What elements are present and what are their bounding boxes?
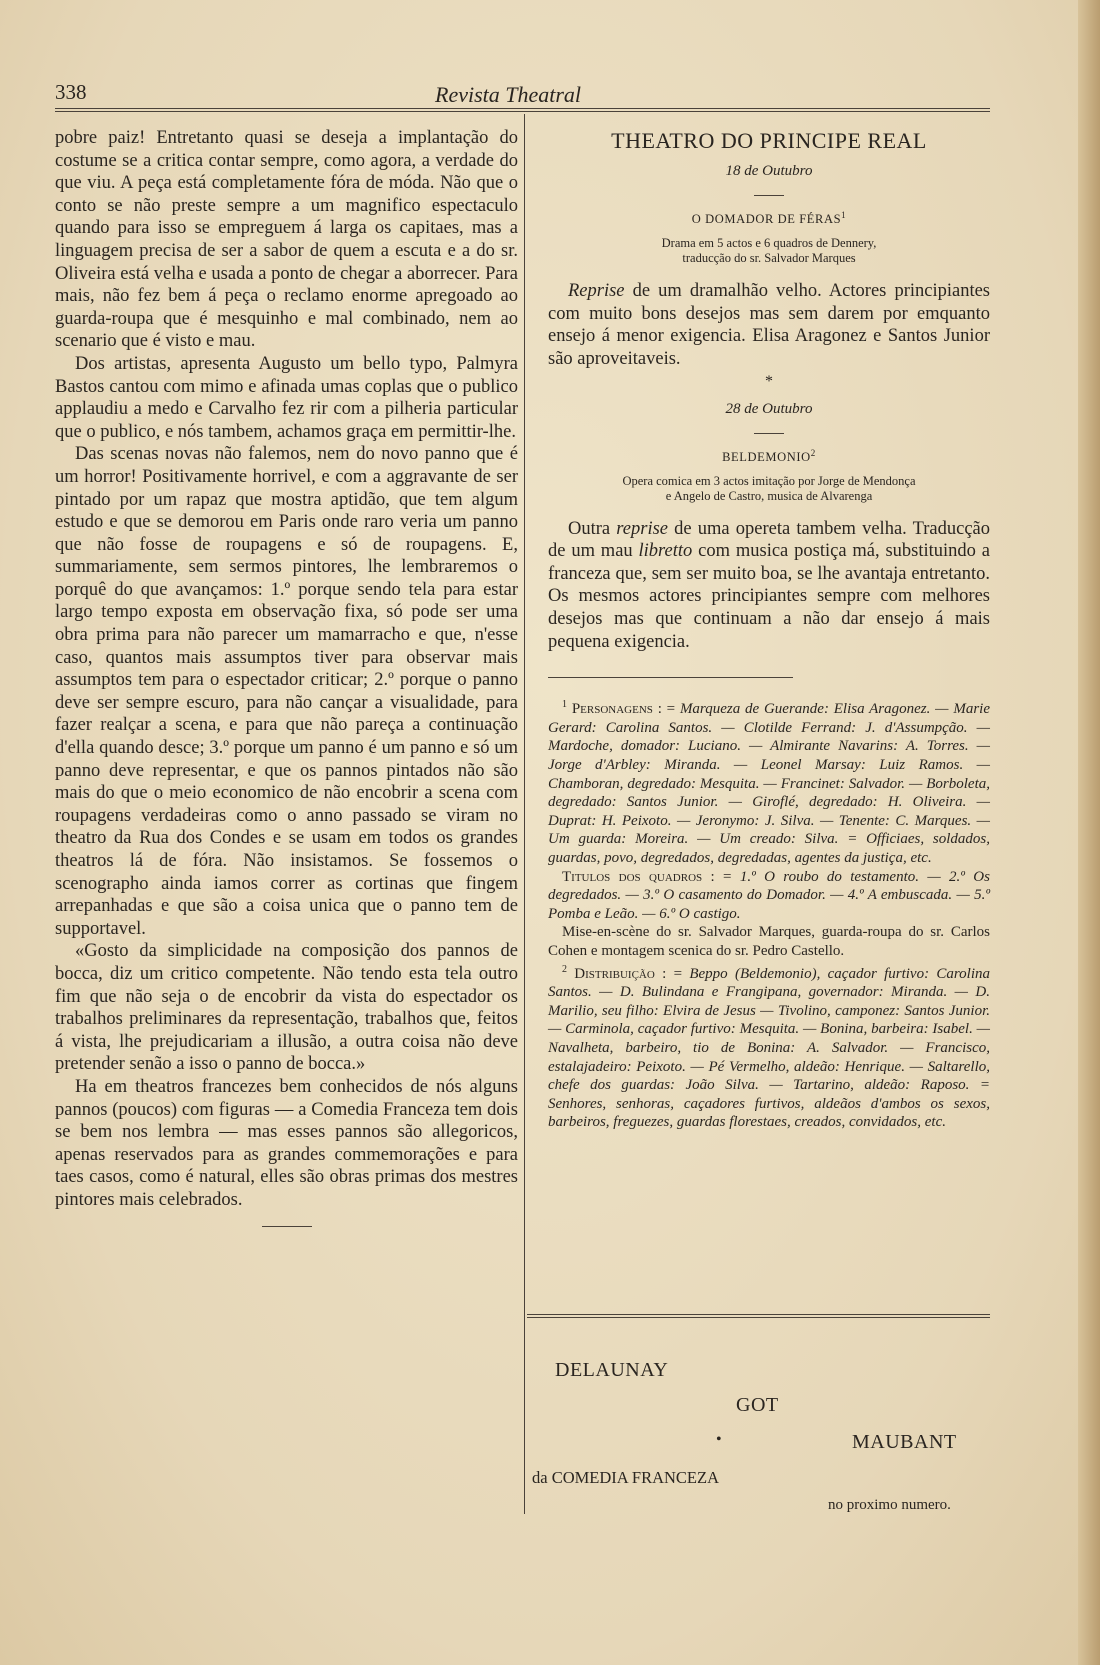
left-column: [55, 127, 518, 1227]
footnote-mark: 1: [562, 699, 567, 711]
credits-line: Opera comica em 3 actos imitação por Jorge de Mendonça: [622, 473, 916, 488]
review-text: [548, 280, 990, 370]
paragraph: Das scenas novas não falemos, nem do novo panno que é um horror! Positivamente horrivel, e com a aggravante de ser pintado por um rapaz que mostra aptidão, que tem algum estudo e que se demorou em Paris onde raro veria um panno que não fosse de roupagens e só de roupagens. E, summariamente, sem sermos pintores, lhe lembraremos o porquê do que avançamos: 1.º porque sendo tela para estar largo tempo exposta em observação fixa, só pode ser uma obra prima para não parecer um mamarracho e que, n'esse caso, quantos mais assumptos tiver para observar mais assumptos tem para o espectador criticar; 2.º porque o panno deve ser sempre escuro, para não cançar a visualidade, para fazer realçar a scena, e para que não pareça a continuação d'ella quando desce; 3.º porque um panno é um panno e só um panno deve representar, e que os pannos pintados não são mais do que o meio economico de não encobrir a scena com roupagens verdadeiras como o anno passado se viram no theatro da Rua dos Condes e se usam em todos os grandes theatros lá de fóra. Não insistamos. Se fossemos o scenographo ainda iamos correr as cortinas que fingem arrepanhadas e que são a coisa unica que o panno tem de supportavel.: [55, 444, 518, 939]
column-divider: [524, 114, 525, 1514]
header-rule: [55, 108, 990, 112]
announcement-name: GOT: [736, 1394, 779, 1416]
footnote-1-mise: Mise-en-scène do sr. Salvador Marques, guarda-roupa do sr. Carlos Cohen e montagem scenica do sr. Pedro Castello.: [548, 924, 990, 959]
footnote-label: Distribuição: [574, 965, 655, 982]
section-end-rule: [262, 1226, 312, 1227]
page-spine-edge: [1078, 0, 1100, 1665]
footnote-label: Personagens: [571, 701, 653, 718]
page-number: 338: [55, 80, 87, 104]
footnote-mark: 2: [562, 963, 567, 975]
review-italic: Reprise: [568, 281, 625, 302]
review-date: 28 de Outubro: [725, 400, 813, 417]
announcement-name: MAUBANT: [852, 1431, 957, 1453]
footnote-2: $^2$ Distribuição : = Beppo (Beldemonio), caçador furtivo: Carolina Santos. — D. Bulindana e Frangipana, governador: Miranda. — D. Marilio, seu filho: Elvira de Jesus — Tivolino, camponez: Santos Junior. — Carminola, caçador furtivo: Mesquita. — Bonina, barbeira: Isabel. — Navalheta, barbeiro, tio de Bonina: A. Salvador. — Francisco, estalajadeiro: Peixoto. — Pé Vermelho, aldeão: Henrique. — Saltarello, chefe dos guardas: João Silva. — Tartarino, aldeão: Raposo. = Senhores, senhoras, caçadores furtivos, aldeãos d'ambos os sexos, barbeiros, freguezes, guardas florestaes, creados, convidados, etc.: [548, 963, 990, 1131]
cast-list: Beppo (Beldemonio), caçador furtivo: Carolina Santos. — D. Bulindana e Frangipana, governador: Miranda. — D. Marilio, seu filho: Elvira de Jesus — Tivolino, camponez: Santos Junior. — Carminola, caçador furtivo: Mesquita. — Bonina, barbeira: Isabel. — Navalheta, barbeiro, tio de Bonina: A. Salvador. — Francisco, estalajadeiro: Peixoto. — Pé Vermelho, aldeão: Henrique. — Saltarello, chefe dos guardas: João Silva. — Tartarino, aldeão: Raposo. = Senhores, senhoras, caçadores furtivos, aldeãos d'ambos os sexos, barbeiros, freguezes, guardas florestaes, creados, convidados, etc.: [548, 965, 990, 1131]
review-italic: libretto: [638, 541, 693, 562]
right-column: [548, 127, 990, 1132]
footnotes: [548, 696, 990, 1132]
review-date: 18 de Outubro: [725, 163, 813, 179]
page-header: [55, 78, 990, 112]
announcement-rule: [527, 1314, 990, 1318]
play-credits: [548, 474, 990, 504]
paragraph: «Gosto da simplicidade na composição dos pannos de bocca, diz um critico competente. Não tendo esta tela outro fim que não seja o de encobrir da vista do espectador os trabalhos preliminares da representação, trabalhos que, feitos á vista, lhe prejudicariam a illusão, a outra coisa não deve pretender senão a isso o panno de bocca.»: [55, 941, 518, 1075]
credits-line: Drama em 5 actos e 6 quadros de Dennery,: [661, 236, 877, 251]
paragraph: Ha em theatros francezes bem conhecidos de nós alguns pannos (poucos) com figuras — a Comedia Franceza tem dois se bem nos lembra — mas esses pannos são allegoricos, apenas reservados para as grandes commemorações e para taes casos, como é natural, elles são obras primas dos mestres pintores mais celebrados.: [55, 1076, 518, 1210]
play-title-text: O DOMADOR DE FÉRAS: [691, 212, 842, 227]
review-text: [548, 518, 990, 654]
credits-line: traducção do sr. Salvador Marques: [682, 251, 856, 266]
footnote-rule: [548, 677, 793, 678]
theatre-heading: THEATRO DO PRINCIPE REAL: [611, 128, 927, 153]
short-rule: [754, 433, 784, 434]
bullet-ornament: •: [716, 1431, 723, 1448]
footnote-1: $^1$ Personagens : = Marqueza de Guerande: Elisa Aragonez. — Marie Gerard: Carolina Santos. — Clotilde Ferrand: J. d'Assumpção. — Mardoche, domador: Luciano. — Almirante Navarins: A. Torres. — Jorge d'Arbley: Miranda. — Leonel Marsay: Luiz Ramos. — Chamboran, degredado: Mesquita. — Francinet: Salvador. — Borboleta, degredado: Santos Junior. — Giroflé, degredado: H. Oliveira. — Duprat: H. Peixoto. — Jeronymo: J. Silva. — Tenente: C. Marques. — Um guarda: Moreira. — Um creado: Silva. = Officiaes, soldados, guardas, povo, degredados, degredadas, agentes da justiça, etc.: [548, 699, 990, 866]
announcement-company: da COMEDIA FRANCEZA: [532, 1468, 720, 1487]
running-title: Revista Theatral: [435, 82, 582, 107]
asterisk-separator: *: [765, 372, 773, 390]
review-body: de uma opereta tambem velha. Traducção de um mau: [548, 518, 990, 562]
review-body: de um dramalhão velho. Actores principiantes com muito bons desejos mas sem darem por emquanto ensejo á menor exigencia. Elisa Aragonez e Santos Junior são aproveitaveis.: [548, 281, 990, 369]
review-italic: reprise: [616, 518, 669, 539]
review-body: com musica postiça má, substituindo a franceza que, sem ser muito boa, se lhe avantaja entretanto. Os mesmos actores principiantes sempre com melhores desejos mas que continuam a não dar ensejo á mais pequena exigencia.: [548, 541, 990, 652]
footnote-label: Titulos dos quadros: [562, 868, 703, 885]
paragraph: Dos artistas, apresenta Augusto um bello typo, Palmyra Bastos cantou com mimo e afinada umas coplas que o publico applaudiu a medo e Carvalho fez rir com a pilheria particular que o publico, e nós tambem, achamos graça em permittir-lhe.: [55, 353, 518, 442]
footnote-mark: 2: [810, 447, 816, 458]
play-title-text: BELDEMONIO: [722, 449, 811, 464]
play-credits: [548, 236, 990, 266]
play-title: [548, 206, 990, 228]
paragraph: pobre paiz! Entretanto quasi se deseja a implantação do costume se a critica contar sempre, como agora, a verdade do que viu. A peça está completamente fóra de móda. Não que o conto se não preste sempre a um magnifico espectaculo quando para isso se empreguem á larga os capitaes, mas a linguagem precisa de ser a sabor de quem a escuta e a do sr. Oliveira está velha e usada a ponto de chegar a aborrecer. Para mais, não fez bem á peça o reclamo enorme apregoado ao guarda-roupa que é mesquinho e mal combinado, nem ao scenario que é visto e mau.: [55, 128, 518, 352]
cast-list: Marqueza de Guerande: Elisa Aragonez. — Marie Gerard: Carolina Santos. — Clotilde Ferrand: J. d'Assumpção. — Mardoche, domador: Luciano. — Almirante Navarins: A. Torres. — Jorge d'Arbley: Miranda. — Leonel Marsay: Luiz Ramos. — Chamboran, degredado: Mesquita. — Francinet: Salvador. — Borboleta, degredado: Santos Junior. — Giroflé, degredado: H. Oliveira. — Duprat: H. Peixoto. — Jeronymo: J. Silva. — Tenente: C. Marques. — Um guarda: Moreira. — Um creado: Silva. = Officiaes, soldados, guardas, povo, degredados, degredadas, agentes da justiça, etc.: [548, 701, 990, 866]
footnote-mark: 1: [841, 210, 847, 220]
announcement-name: DELAUNAY: [555, 1359, 669, 1381]
play-title: [548, 444, 990, 466]
review-body: Outra: [568, 518, 617, 539]
announcement-next: no proximo numero.: [828, 1497, 951, 1513]
credits-line: e Angelo de Castro, musica de Alvarenga: [665, 488, 873, 503]
footnote-1-titles: Titulos dos quadros : = 1.º O roubo do testamento. — 2.º Os degredados. — 3.º O casamento do Domador. — 4.º A embuscada. — 5.º Pomba e Leão. — 6.º O castigo.: [548, 868, 990, 922]
titles-list: 1.º O roubo do testamento. — 2.º Os degredados. — 3.º O casamento do Domador. — 4.º A embuscada. — 5.º Pomba e Leão. — 6.º O castigo.: [548, 868, 990, 922]
short-rule: [754, 195, 784, 196]
